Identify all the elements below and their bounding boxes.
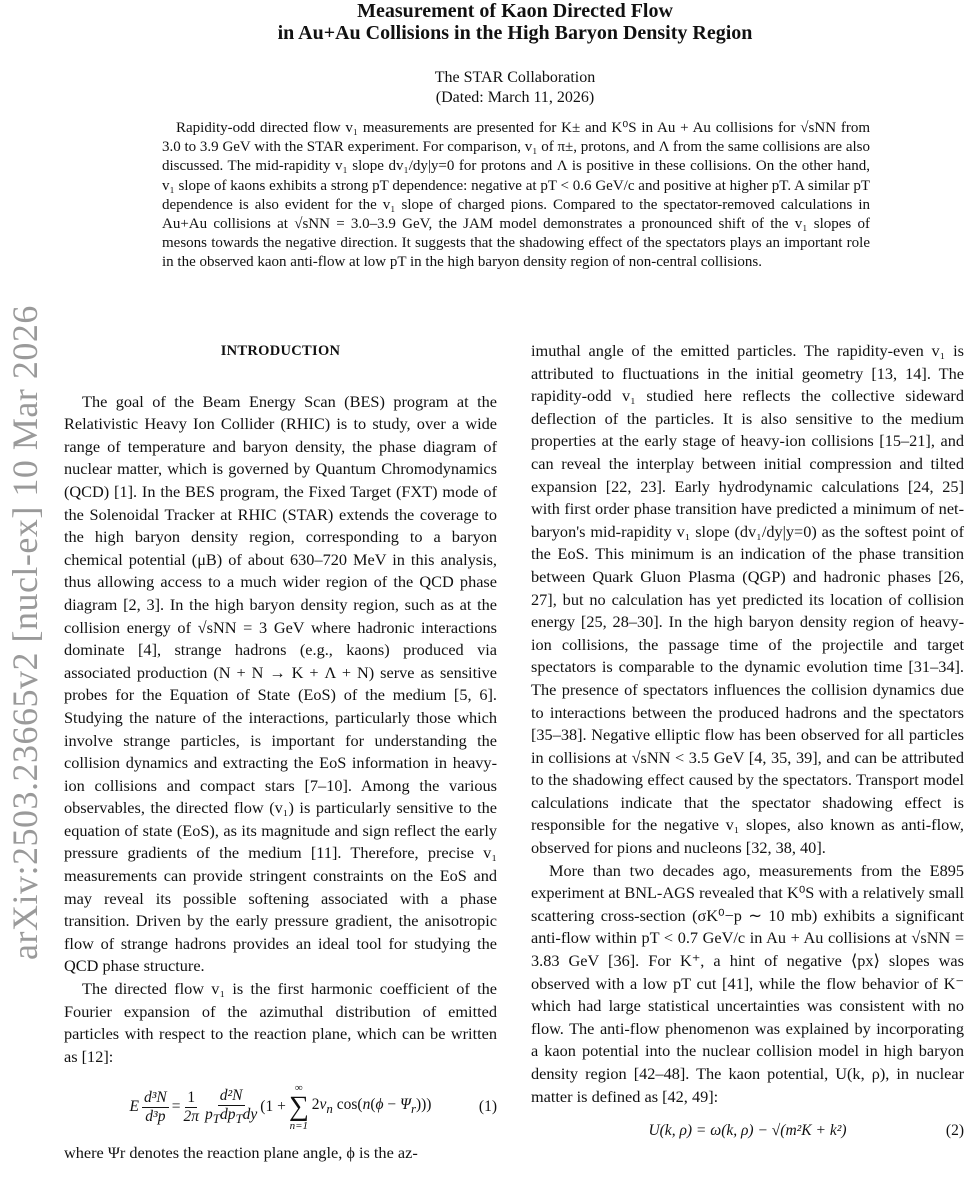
authors: The STAR Collaboration bbox=[434, 69, 596, 86]
left-column bbox=[64, 340, 497, 1165]
equation-1-number: (1) bbox=[478, 1098, 497, 1116]
section-heading: INTRODUCTION bbox=[220, 343, 341, 359]
arxiv-side-label: arXiv:2503.23665v2 [nucl-ex] 10 Mar 2026 bbox=[5, 305, 45, 960]
title-line-1: Measurement of Kaon Directed Flow bbox=[357, 0, 673, 22]
right-paragraph-2: More than two decades ago, measurements from the E895 experiment at BNL-AGS revealed that K⁰S with a relatively small scattering cross-section (σK⁰−p ∼ 10 mb) exhibits a significant anti-flow within pT < 0.7 GeV/c in Au + Au collisions at √sNN = 3.83 GeV [36]. For K⁺, a hint of negative ⟨px⟩ slopes was observed with a low pT cut [41], while the flow behavior of K⁻ which had large statistical uncertainties was consistent with no flow. The anti-flow phenomenon was explained by incorporating a kaon potential into the nuclear collision model in high baryon density region [42–48]. The kaon potential, U(k, ρ), in nuclear matter is defined as [42, 49]: bbox=[531, 860, 964, 1106]
paper-title bbox=[120, 0, 910, 44]
abstract: Rapidity-odd directed flow v₁ measurements are presented for K± and K⁰S in Au + Au collisions for √sNN from 3.0 to 3.9 GeV with the STAR experiment. For comparison, v₁ of π±, protons, and Λ from the same collisions are also discussed. The mid-rapidity v₁ slope dv₁/dy|y=0 for protons and Λ is positive in these collisions. On the other hand, v₁ slope of kaons exhibits a strong pT dependence: negative at pT < 0.6 GeV/c and positive at higher pT. A similar pT dependence is also evident for the v₁ slope of charged pions. Compared to the spectator-removed calculations in Au+Au collisions at √sNN = 3.0–3.9 GeV, the JAM model demonstrates a pronounced shift of the v₁ slopes of mesons towards the negative direction. It suggests that the shadowing effect of the spectators plays an important role in the observed kaon anti-flow at low pT in the high baryon density region of non-central collisions. bbox=[162, 120, 870, 271]
left-paragraph-3: where Ψr denotes the reaction plane angle, ϕ is the az- bbox=[64, 1143, 418, 1163]
equation-2-number: (2) bbox=[945, 1122, 964, 1140]
dated: (Dated: March 11, 2026) bbox=[435, 89, 595, 106]
equation-2-text: U(k, ρ) = ω(k, ρ) − √(m²K + k²) bbox=[648, 1122, 847, 1140]
right-column bbox=[531, 340, 964, 1153]
left-paragraph-1: The goal of the Beam Energy Scan (BES) program at the Relativistic Heavy Ion Collider (RHIC) is to study, over a wide range of temperature and baryon density, the phase diagram of nuclear matter, which is governed by Quantum Chromodynamics (QCD) [1]. In the BES program, the Fixed Target (FXT) mode of the Solenoidal Tracker at RHIC (STAR) extends the coverage to the high baryon density region, corresponding to a baryon chemical potential (μB) of about 630–720 MeV in this analysis, thus allowing access to a much wider region of the QCD phase diagram [2, 3]. In the high baryon density region, such as at the collision energy of √sNN = 3 GeV where hadronic interactions dominate [4], strange hadrons (e.g., kaons) produced via associated production (N + N → K + Λ + N) serve as sensitive probes for the Equation of State (EoS) of the medium [5, 6]. Studying the nature of the interactions, particularly those which involve strange particles, is important for understanding the collision dynamics and extracting the EoS information in heavy-ion collisions and compact stars [7–10]. Among the various observables, the directed flow (v₁) is particularly sensitive to the equation of state (EoS), as its magnitude and sign reflect the early pressure gradients of the medium [11]. Therefore, precise v₁ measurements can provide stringent constraints on the EoS and may reveal its possible softening associated with a phase transition. Driven by the early pressure gradient, the anisotropic flow of strange hadrons provides an ideal tool for studying the QCD phase structure. bbox=[64, 391, 497, 976]
title-line-2: in Au+Au Collisions in the High Baryon Density Region bbox=[277, 22, 753, 44]
equation-1: E $\frac{\text{d³N}}{\text{d³p}}$ = $\frac{1}{2\pi}$ $\frac{\text{d²N}}{p_Tdp_Tdy}$ (1 + ∞ ∑ n=1 $2v_n$ $\cos(n(\phi - \Psi_r))$) (1) bbox=[129, 1082, 497, 1133]
author-block bbox=[120, 68, 910, 108]
right-paragraph-1: imuthal angle of the emitted particles. The rapidity-even v₁ is attributed to fluctuations in the initial geometry [13, 14]. The rapidity-odd v₁ studied here reflects the collective sideward deflection of the particles. It is also sensitive to the medium properties at the early stage of heavy-ion collisions [15–21], and can reveal the interplay between initial compression and tilted expansion [22, 23]. Early hydrodynamic calculations [24, 25] with first order phase transition have predicted a minimum of net-baryon's mid-rapidity v₁ slope (dv₁/dy|y=0) as the softest point of the EoS. This minimum is an indication of the phase transition between Quark Gluon Plasma (QGP) and hadronic phases [26, 27], but no calculation has yet predicted its location of collision energy [25, 28–30]. In the high baryon density region of heavy-ion collisions, the passage time of the projectile and target spectators is comparable to the dynamic evolution time [31–34]. The presence of spectators influences the collision dynamics due to interactions between the produced hadrons and the spectators [35–38]. Negative elliptic flow has been observed for all particles in collisions at √sNN < 3.5 GeV [4, 35, 39], and can be attributed to the shadowing effect caused by the spectators. Transport model calculations indicate that the spectator shadowing effect is responsible for the negative v₁ slopes, also known as anti-flow, observed for pions and nucleons [32, 38, 40]. bbox=[531, 341, 964, 858]
equation-2 bbox=[531, 1120, 964, 1143]
left-paragraph-2: The directed flow v₁ is the first harmonic coefficient of the Fourier expansion of the azimuthal distribution of emitted particles with respect to the reaction plane, which can be written as [12]: bbox=[64, 979, 497, 1066]
